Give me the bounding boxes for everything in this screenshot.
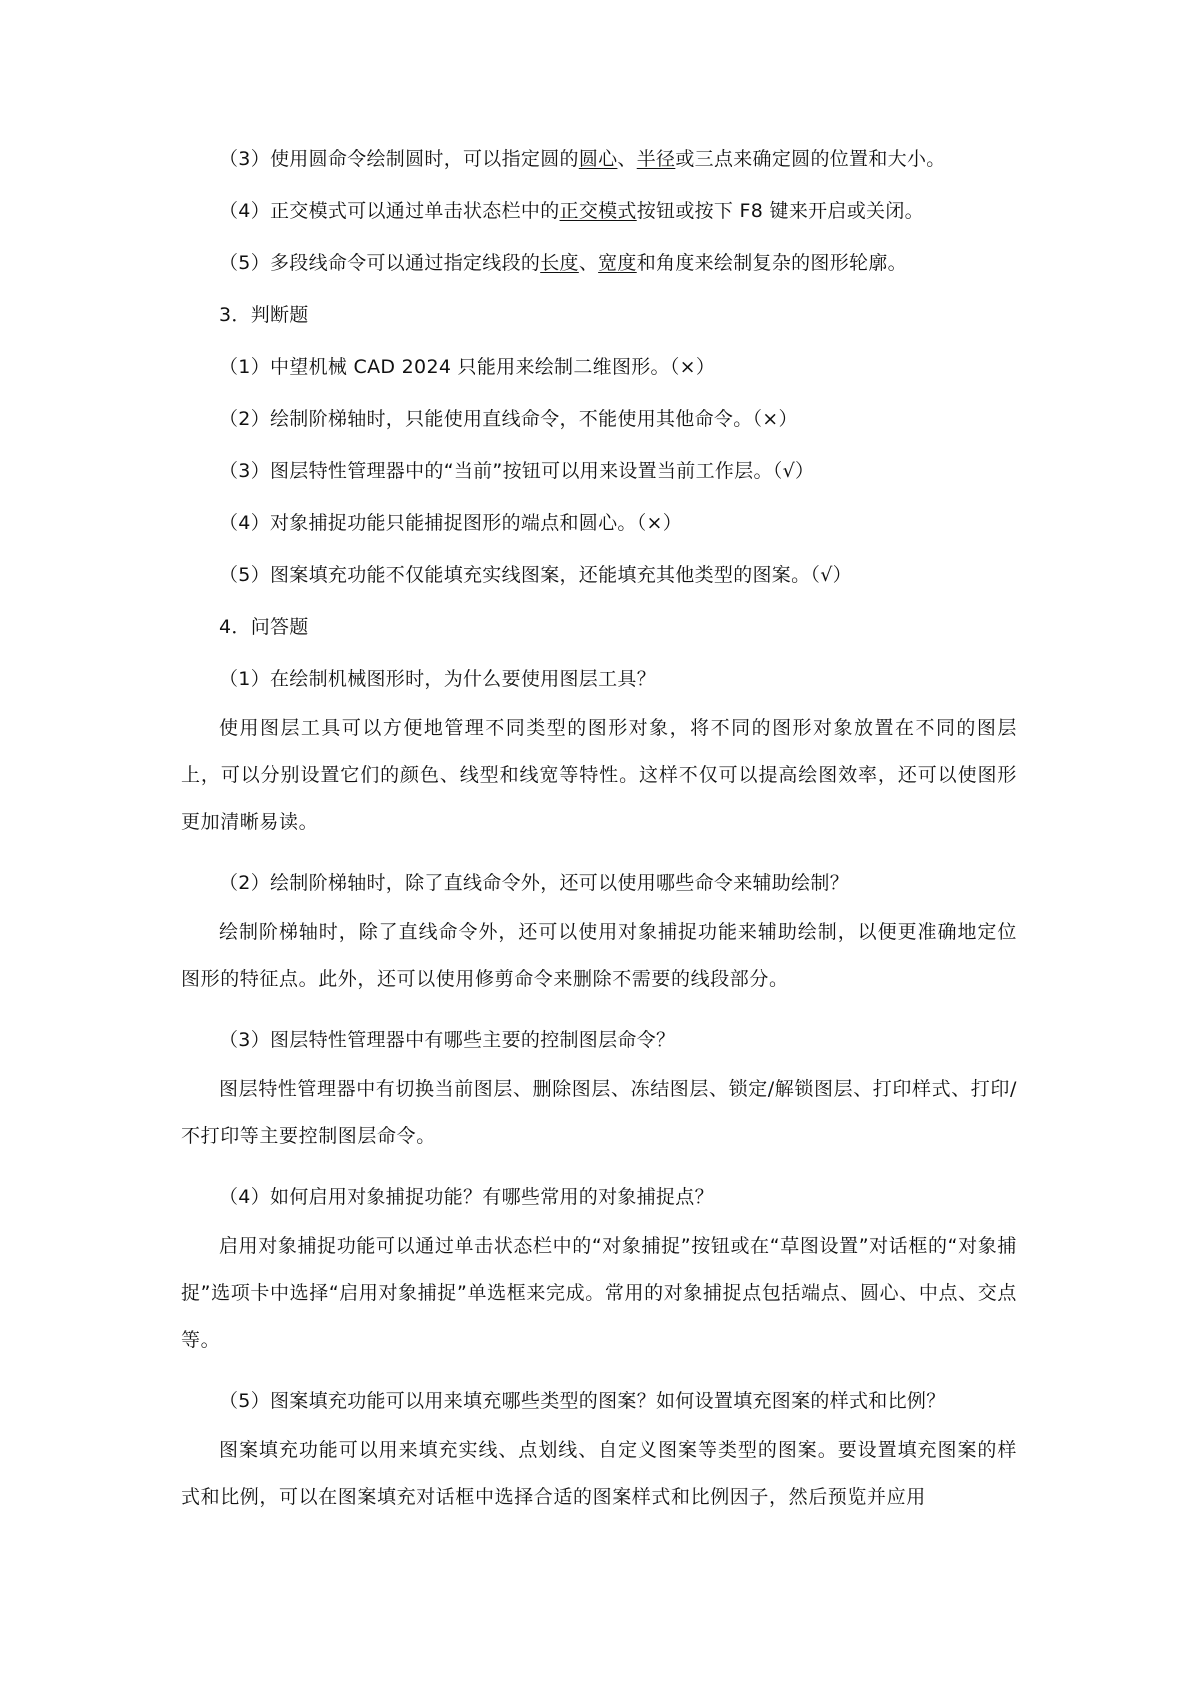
answer-blank: 半径 [636,148,676,170]
answer-blank: 正交模式 [559,200,637,222]
answer-3: 图层特性管理器中有切换当前图层、删除图层、冻结图层、锁定/解锁图层、打印样式、打印/不打印等主要控制图层命令。 [181,1078,1018,1147]
question-1: （1）在绘制机械图形时，为什么要使用图层工具？ [219,668,656,690]
section-title-true-false: 3．判断题 [219,304,309,326]
answer-1: 使用图层工具可以方便地管理不同类型的图形对象，将不同的图形对象放置在不同的图层上，可以分别设置它们的颜色、线型和线宽等特性。这样不仅可以提高绘图效率，还可以使图形更加清晰易读。 [181,717,1017,833]
item-number: （5） [219,252,270,274]
document-page [181,146,1017,1519]
true-false-item-4: （4）对象捕捉功能只能捕捉图形的端点和圆心。（×） [219,512,683,534]
item-number: （4） [219,200,270,222]
answer-4: 启用对象捕捉功能可以通过单击状态栏中的“对象捕捉”按钮或在“草图设置”对话框的“对象捕捉”选项卡中选择“启用对象捕捉”单选框来完成。常用的对象捕捉点包括端点、圆心、中点、交点等。 [181,1235,1017,1351]
fill-in-item-3: （3）使用圆命令绘制圆时，可以指定圆的圆心、半径或三点来确定圆的位置和大小。 [219,148,946,170]
question-4: （4）如何启用对象捕捉功能？有哪些常用的对象捕捉点？ [219,1186,714,1208]
question-2: （2）绘制阶梯轴时，除了直线命令外，还可以使用哪些命令来辅助绘制？ [219,872,849,894]
answer-blank: 长度 [540,252,579,274]
true-false-item-1: （1）中望机械 CAD 2024 只能用来绘制二维图形。（×） [219,356,716,378]
true-false-item-5: （5）图案填充功能不仅能填充实线图案，还能填充其他类型的图案。（√） [219,564,852,586]
section-title-qa: 4．问答题 [219,616,309,638]
question-5: （5）图案填充功能可以用来填充哪些类型的图案？如何设置填充图案的样式和比例？ [219,1390,946,1412]
fill-in-item-5: （5）多段线命令可以通过指定线段的长度、宽度和角度来绘制复杂的图形轮廓。 [219,252,907,274]
answer-5: 图案填充功能可以用来填充实线、点划线、自定义图案等类型的图案。要设置填充图案的样式和比例，可以在图案填充对话框中选择合适的图案样式和比例因子，然后预览并应用 [181,1439,1017,1508]
answer-blank: 宽度 [598,252,637,274]
answer-2: 绘制阶梯轴时，除了直线命令外，还可以使用对象捕捉功能来辅助绘制，以便更准确地定位图形的特征点。此外，还可以使用修剪命令来删除不需要的线段部分。 [181,921,1017,990]
true-false-item-3: （3）图层特性管理器中的“当前”按钮可以用来设置当前工作层。（√） [219,460,815,482]
fill-in-item-4: （4）正交模式可以通过单击状态栏中的正交模式按钮或按下 F8 键来开启或关闭。 [219,200,924,222]
question-3: （3）图层特性管理器中有哪些主要的控制图层命令？ [219,1029,676,1051]
item-number: （3） [219,148,270,170]
answer-blank: 圆心 [578,148,618,170]
true-false-item-2: （2）绘制阶梯轴时，只能使用直线命令，不能使用其他命令。（×） [219,408,798,430]
